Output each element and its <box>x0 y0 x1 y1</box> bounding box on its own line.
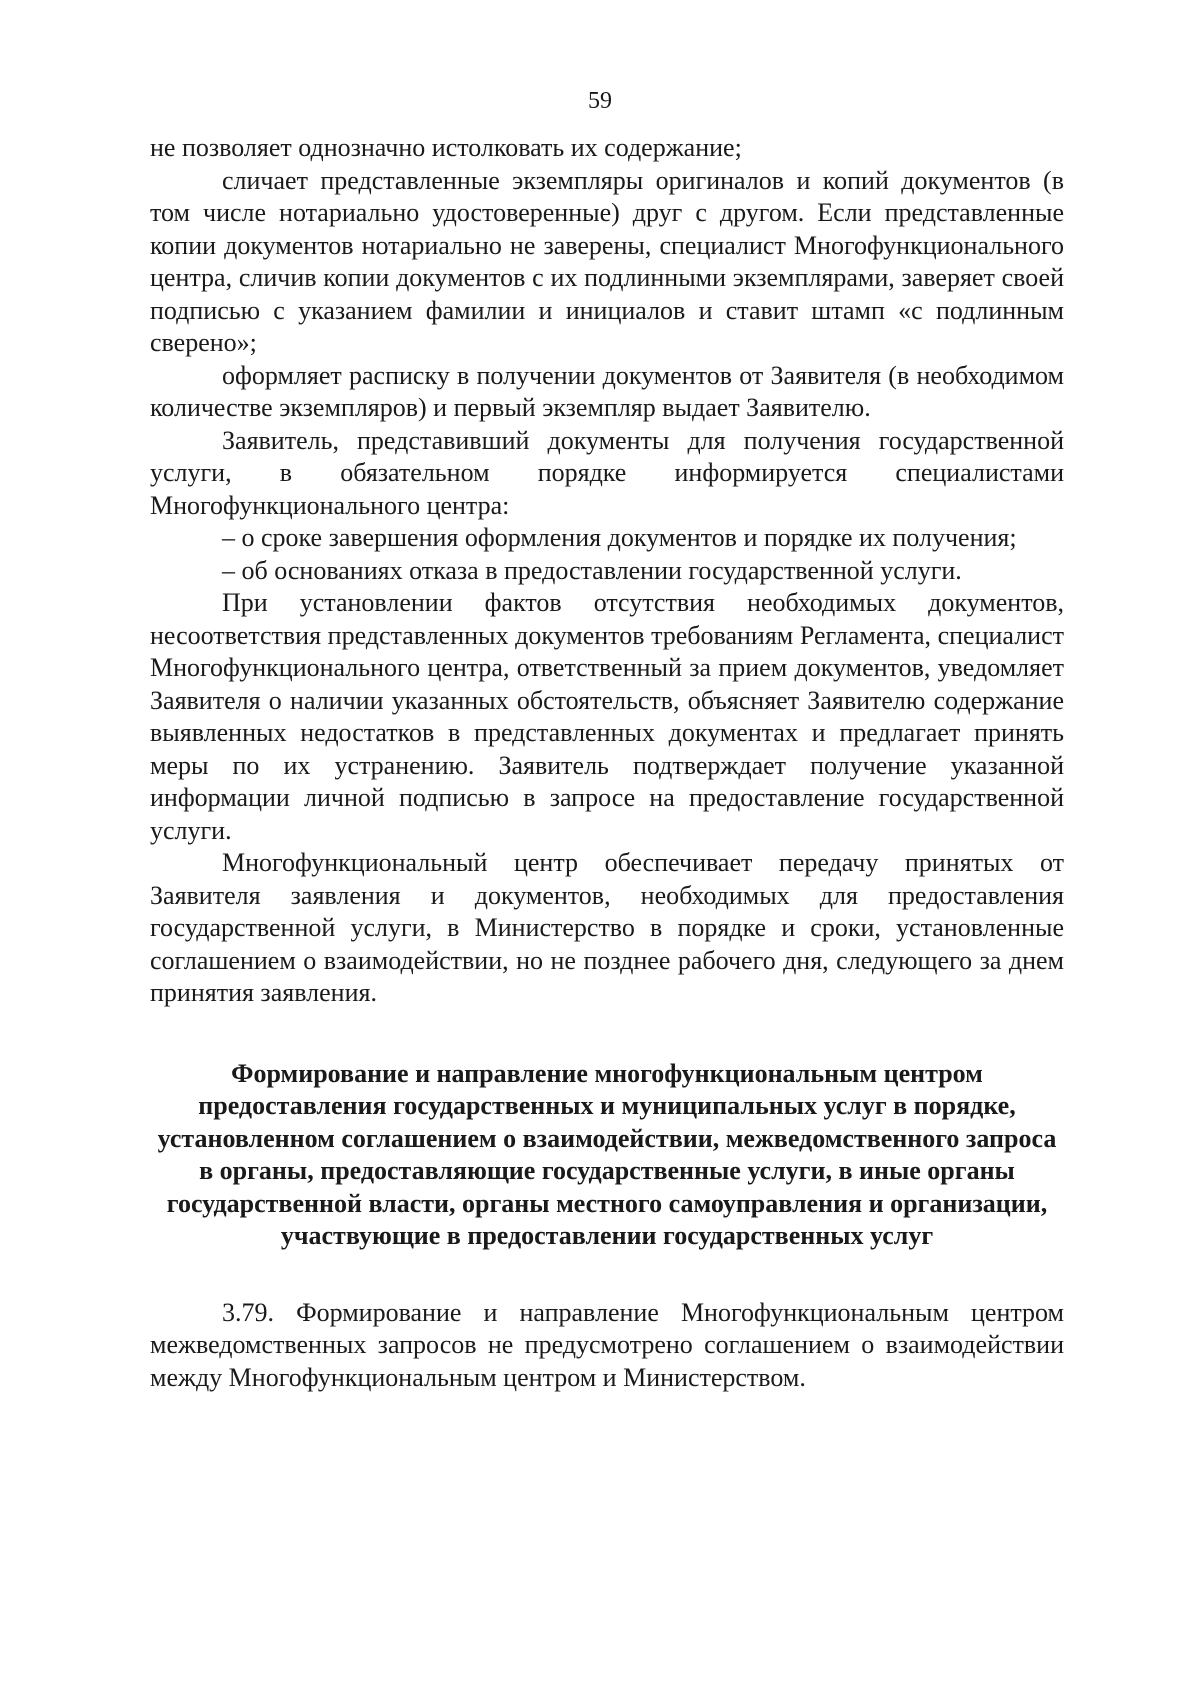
heading-line: установленном соглашением о взаимодействии, межведомственного запроса <box>157 1123 1057 1153</box>
paragraph: не позволяет однозначно истолковать их содержание; <box>150 133 742 162</box>
page-number: 59 <box>588 88 612 114</box>
heading-line: Формирование и направление многофункциональным центром <box>231 1058 983 1088</box>
paragraph-3-79: 3.79. Формирование и направление Многофункциональным центром межведомственных запросов не предусмотрено соглашением о взаимодействии между Многофункциональным центром и Министерством. <box>150 1297 1064 1392</box>
heading-line: в органы, предоставляющие государственные услуги, в иные органы <box>199 1156 1015 1185</box>
paragraph: Заявитель, представивший документы для получения государственной услуги, в обязательном порядке информируется специалистами Многофункционального центра: <box>150 425 1064 520</box>
paragraph: При установлении фактов отсутствия необходимых документов, несоответствия представленных документов требованиям Регламента, специалист Многофункционального центра, ответственный за прием документов, уведомляет Заявителя о наличии указанных обстоятельств, объясняет Заявителю содержание выявленных недостатков в представленных документах и предлагает принять меры по их устранению. Заявитель подтверждает получение указанной информации личной подписью в запросе на предоставление государственной услуги. <box>150 588 1064 845</box>
heading-line: участвующие в предоставлении государственных услуг <box>280 1221 934 1250</box>
document-body <box>150 132 1064 1394</box>
heading-line: предоставления государственных и муниципальных услуг в порядке, <box>198 1091 1016 1120</box>
heading-line: государственной власти, органы местного самоуправления и организации, <box>166 1188 1048 1218</box>
paragraph: сличает представленные экземпляры оригиналов и копий документов (в том числе нотариально удостоверенные) друг с другом. Если представленные копии документов нотариально не заверены, специалист Многофункционального центра, сличив копии документов с их подлинными экземплярами, заверяет своей подписью с указанием фамилии и инициалов и ставит штамп «с подлинным сверено»; <box>150 165 1064 357</box>
paragraph: оформляет расписку в получении документов от Заявителя (в необходимом количестве экземпляров) и первый экземпляр выдает Заявителю. <box>150 360 1064 422</box>
list-item: – об основаниях отказа в предоставлении государственной услуги. <box>222 555 962 585</box>
paragraph: Многофункциональный центр обеспечивает передачу принятых от Заявителя заявления и документов, необходимых для предоставления государственной услуги, в Министерство в порядке и сроки, установленные соглашением о взаимодействии, но не позднее рабочего дня, следующего за днем принятия заявления. <box>150 848 1064 1007</box>
list-item: – о сроке завершения оформления документов и порядке их получения; <box>222 523 1017 552</box>
section-heading <box>150 1058 1064 1253</box>
